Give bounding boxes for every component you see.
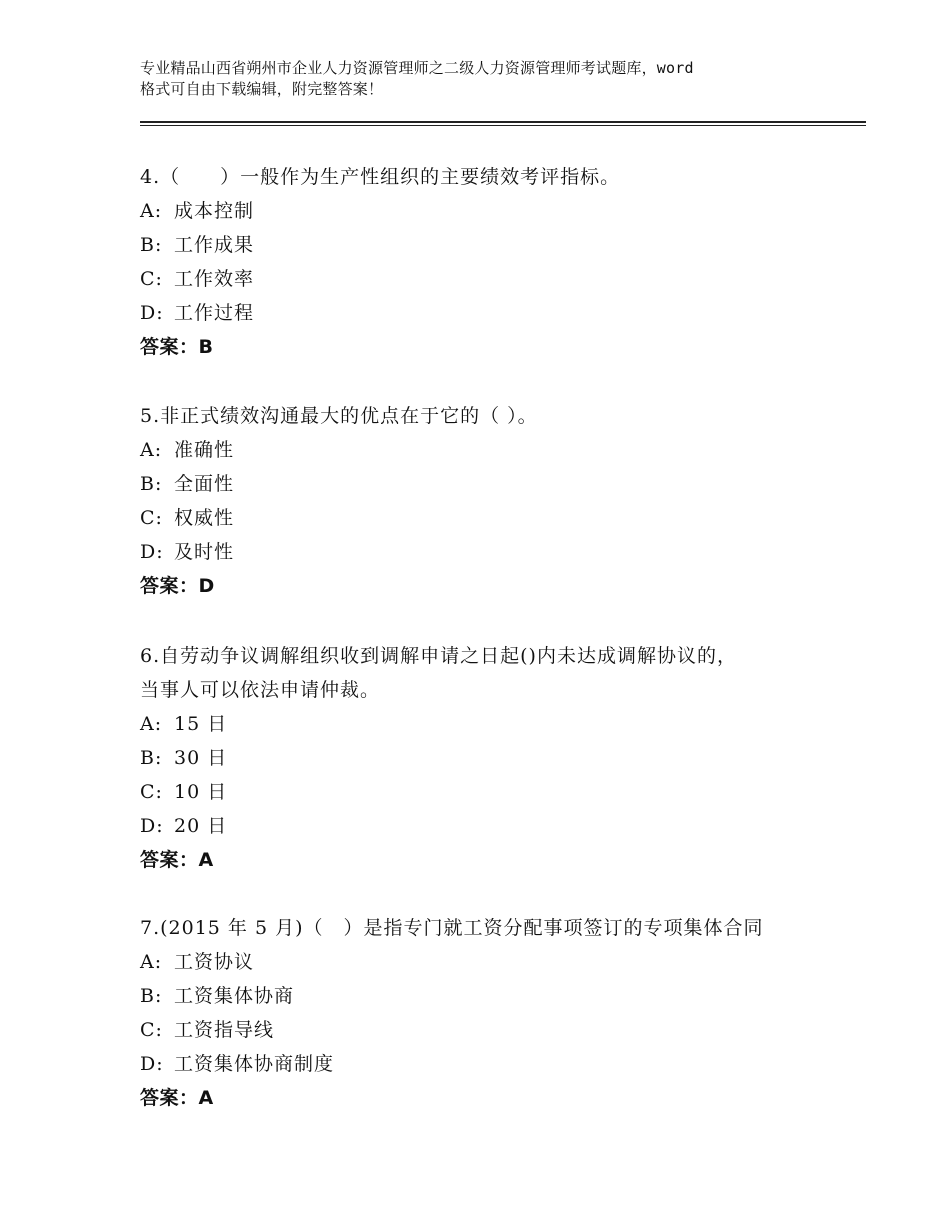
- option-key: C:: [140, 1019, 163, 1041]
- option-key: A:: [140, 713, 163, 735]
- option-text: 15 日: [174, 713, 228, 735]
- header-title-line-2: 格式可自由下载编辑，附完整答案！: [140, 80, 384, 98]
- question-block: [140, 639, 860, 877]
- answer-line: 答案：B: [140, 336, 214, 358]
- option-a: [140, 194, 860, 228]
- option-key: C:: [140, 268, 163, 290]
- header-title-line-1: 专业精品山西省朔州市企业人力资源管理师之二级人力资源管理师考试题库，word: [140, 59, 694, 77]
- option-text: 30 日: [174, 747, 228, 769]
- option-d: [140, 296, 860, 330]
- answer-line: 答案：A: [140, 849, 214, 871]
- question-stem: 6.自劳动争议调解组织收到调解申请之日起()内未达成调解协议的，: [140, 645, 737, 667]
- option-c: [140, 1013, 860, 1047]
- option-key: B:: [140, 473, 163, 495]
- option-key: B:: [140, 234, 163, 256]
- option-key: D:: [140, 1053, 164, 1075]
- document-header: [140, 58, 860, 100]
- option-text: 成本控制: [174, 200, 255, 222]
- question-block: [140, 911, 860, 1115]
- option-a: [140, 433, 860, 467]
- option-text: 工作效率: [174, 268, 255, 290]
- option-b: [140, 979, 860, 1013]
- option-text: 20 日: [174, 815, 228, 837]
- header-divider-thin: [140, 125, 866, 126]
- option-a: [140, 707, 860, 741]
- question-stem-continued: 当事人可以依法申请仲裁。: [140, 679, 381, 701]
- option-d: [140, 1047, 860, 1081]
- option-key: B:: [140, 747, 163, 769]
- header-divider-thick: [140, 121, 866, 123]
- option-text: 准确性: [174, 439, 235, 461]
- option-c: [140, 501, 860, 535]
- question-stem: 7.(2015 年 5 月)（ ）是指专门就工资分配事项签订的专项集体合同: [140, 917, 764, 939]
- option-b: [140, 228, 860, 262]
- option-a: [140, 945, 860, 979]
- option-text: 工资集体协商制度: [174, 1053, 335, 1075]
- option-c: [140, 775, 860, 809]
- option-d: [140, 809, 860, 843]
- option-c: [140, 262, 860, 296]
- question-block: [140, 399, 860, 603]
- option-key: A:: [140, 439, 163, 461]
- option-key: C:: [140, 507, 163, 529]
- option-text: 工资指导线: [174, 1019, 275, 1041]
- option-text: 工作过程: [174, 302, 255, 324]
- option-text: 全面性: [174, 473, 235, 495]
- option-text: 工资集体协商: [174, 985, 295, 1007]
- option-text: 10 日: [174, 781, 228, 803]
- option-b: [140, 741, 860, 775]
- question-stem: 4.（ ）一般作为生产性组织的主要绩效考评指标。: [140, 166, 621, 188]
- question-block: [140, 160, 860, 364]
- option-text: 及时性: [174, 541, 235, 563]
- answer-line: 答案：A: [140, 1087, 214, 1109]
- option-key: A:: [140, 951, 163, 973]
- option-key: D:: [140, 815, 164, 837]
- option-b: [140, 467, 860, 501]
- question-stem: 5.非正式绩效沟通最大的优点在于它的（ ）。: [140, 405, 538, 427]
- option-key: C:: [140, 781, 163, 803]
- option-key: B:: [140, 985, 163, 1007]
- option-text: 工作成果: [174, 234, 255, 256]
- option-text: 工资协议: [174, 951, 255, 973]
- option-key: A:: [140, 200, 163, 222]
- option-key: D:: [140, 541, 164, 563]
- answer-line: 答案：D: [140, 575, 215, 597]
- option-d: [140, 535, 860, 569]
- option-key: D:: [140, 302, 164, 324]
- option-text: 权威性: [174, 507, 235, 529]
